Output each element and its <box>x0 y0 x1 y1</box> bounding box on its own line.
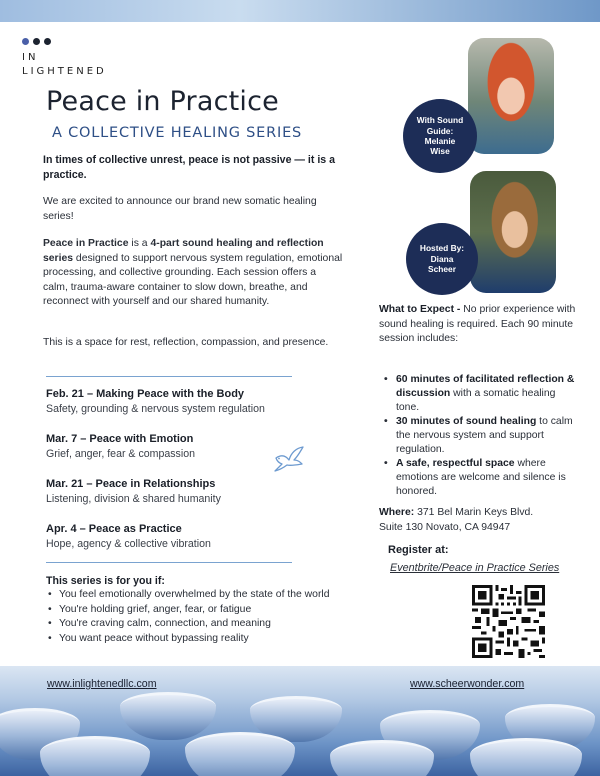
logo-text-line2: LIGHTENED <box>22 66 107 77</box>
expect-intro <box>379 303 579 347</box>
bowl-shape <box>330 740 434 776</box>
location-line1: 371 Bel Marin Keys Blvd. <box>414 507 534 518</box>
desc-body: designed to support nervous system regulation, emotional processing, and collective grounding. Each session offers a calm, trauma-aware container to slow down, breathe, and reconnect with yourself and our shared humanity. <box>43 252 343 308</box>
location-line2: Suite 130 Novato, CA 94947 <box>379 521 511 533</box>
logo-dot-2 <box>33 38 40 45</box>
expect-text: No prior experience with sound healing is required. Each 90 minute session includes: <box>379 304 576 345</box>
session-title: Feb. 21 – Making Peace with the Body <box>46 388 245 400</box>
list-item: • You're holding grief, anger, fear, or fatigue <box>46 603 386 618</box>
series-format: 4-part sound healing and reflection series <box>43 238 324 264</box>
session-desc: Safety, grounding & nervous system regulation <box>46 403 265 415</box>
expect-item-bold: A safe, respectful space <box>396 458 515 469</box>
divider-bottom <box>46 562 292 563</box>
host-badge <box>406 223 478 295</box>
session-item <box>46 522 346 552</box>
audience-section <box>46 574 386 646</box>
badge-line: With Sound <box>416 115 464 126</box>
badge-line: Wise <box>430 146 450 157</box>
badge-line: Guide: <box>426 125 454 136</box>
expect-list <box>383 373 578 499</box>
audience-heading: This series is for you if: <box>46 575 165 587</box>
intro-lead: In times of collective unrest, peace is not passive — it is a practice. <box>43 154 336 181</box>
expect-item-rest: to calm the nervous system and support regulation. <box>396 416 573 455</box>
location <box>379 506 579 535</box>
dove-icon <box>272 444 306 474</box>
logo-dots <box>22 38 107 45</box>
badge-line: Diana <box>430 253 454 264</box>
session-item <box>46 387 346 417</box>
session-title: Mar. 7 – Peace with Emotion <box>46 433 194 445</box>
list-item <box>383 457 578 499</box>
register-link[interactable]: Eventbrite/Peace in Practice Series <box>390 562 560 574</box>
desc-connector: is a <box>128 238 151 249</box>
session-title: Apr. 4 – Peace as Practice <box>46 523 182 535</box>
logo-dot-3 <box>44 38 51 45</box>
sound-guide-badge <box>403 99 477 173</box>
list-item: • You want peace without bypassing reality <box>46 632 386 647</box>
expect-item-bold: 60 minutes of facilitated reflection & discussion <box>396 374 575 399</box>
audience-list <box>46 588 386 646</box>
list-item: • You're craving calm, connection, and meaning <box>46 617 386 632</box>
session-desc: Grief, anger, fear & compassion <box>46 448 195 460</box>
expect-label: What to Expect - <box>379 304 461 315</box>
list-item <box>383 373 578 415</box>
list-item <box>383 415 578 457</box>
expect-item-bold: 30 minutes of sound healing <box>396 416 537 427</box>
website-link-inlightened[interactable]: www.inlightenedllc.com <box>47 678 157 690</box>
session-list <box>46 387 346 567</box>
expect-item-rest: where emotions are welcome and silence is honored. <box>396 458 566 497</box>
top-banner <box>0 0 600 22</box>
series-name: Peace in Practice <box>43 238 129 249</box>
expect-item-rest: with a somatic healing tone. <box>396 388 556 413</box>
page-subtitle: A COLLECTIVE HEALING SERIES <box>52 125 303 141</box>
logo-dot-1 <box>22 38 29 45</box>
session-desc: Hope, agency & collective vibration <box>46 538 211 550</box>
page-title: Peace in Practice <box>46 86 279 117</box>
list-item: • You feel emotionally overwhelmed by the state of the world <box>46 588 386 603</box>
badge-line: Scheer <box>428 264 456 275</box>
logo-text-line1: IN <box>22 52 39 63</box>
location-label: Where: <box>379 507 415 518</box>
badge-line: Hosted By: <box>419 243 465 254</box>
website-link-scheerwonder[interactable]: www.scheerwonder.com <box>410 678 525 690</box>
session-item <box>46 477 346 507</box>
badge-line: Melanie <box>424 136 456 146</box>
qr-code[interactable] <box>472 585 545 658</box>
host-photo <box>470 171 556 293</box>
session-desc: Listening, division & shared humanity <box>46 493 221 505</box>
divider-top <box>46 376 292 377</box>
intro-announcement: We are excited to announce our brand new somatic healing series! <box>43 196 317 222</box>
sound-guide-photo <box>468 38 554 154</box>
bowl-shape <box>120 692 216 740</box>
bowl-shape <box>470 738 582 776</box>
intro-description <box>43 237 343 310</box>
register-label: Register at: <box>388 544 449 556</box>
brand-logo <box>22 38 107 79</box>
intro-space: This is a space for rest, reflection, compassion, and presence. <box>43 337 329 348</box>
session-title: Mar. 21 – Peace in Relationships <box>46 478 216 490</box>
bowl-shape <box>40 736 150 776</box>
bowl-shape <box>185 732 295 776</box>
